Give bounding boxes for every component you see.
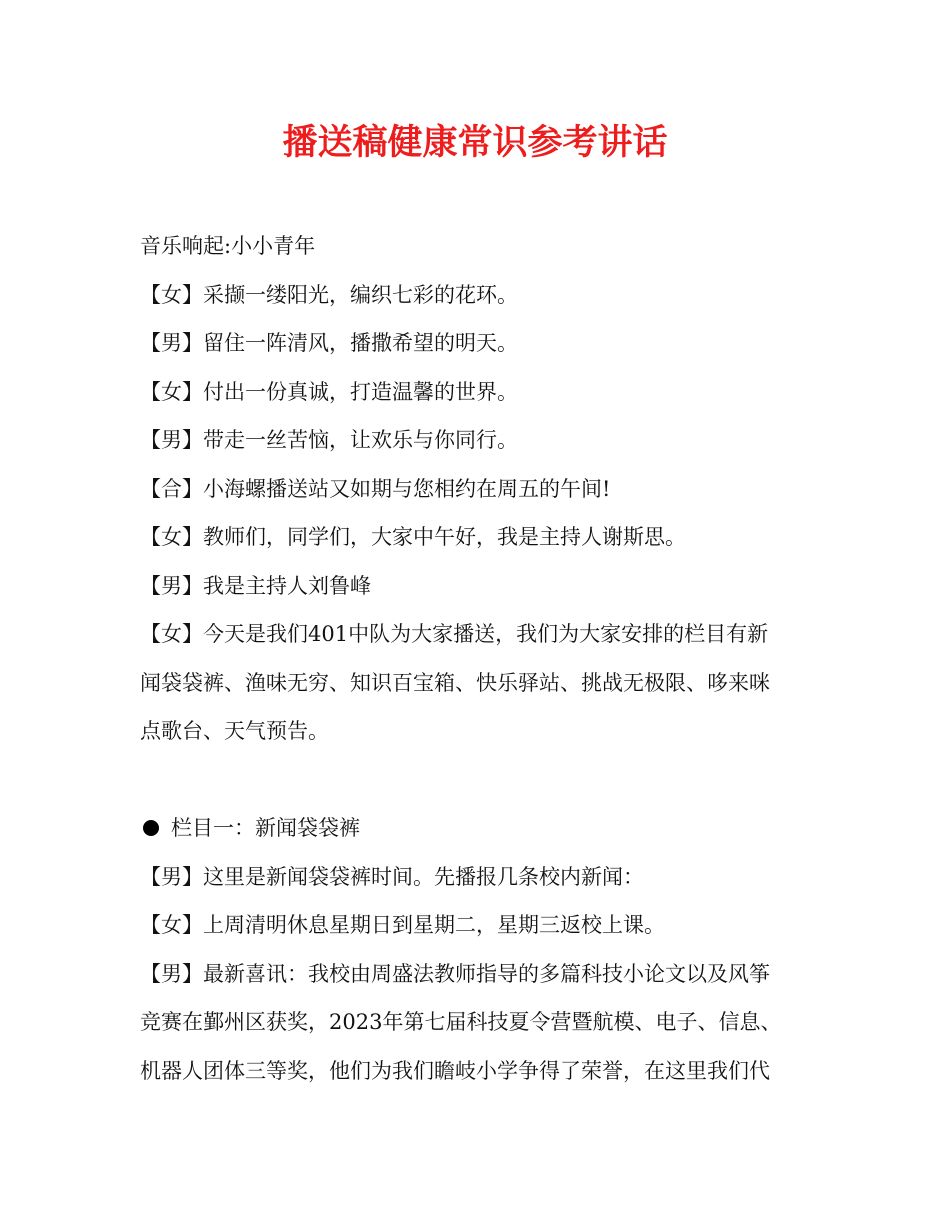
paragraph-line: 【女】上周清明休息星期日到星期二，星期三返校上课。	[140, 913, 665, 937]
paragraph-line: 竞赛在鄞州区获奖，2023年第七届科技夏令营暨航模、电子、信息、	[140, 1010, 782, 1034]
paragraph-line: 【女】采撷一缕阳光，编织七彩的花环。	[140, 282, 518, 307]
paragraph-line: 点歌台、天气预告。	[140, 719, 329, 743]
paragraph-line: 闻袋袋裤、渔味无穷、知识百宝箱、快乐驿站、挑战无极限、哆来咪	[140, 670, 770, 695]
blank-line	[140, 756, 805, 805]
paragraph-line: 【合】小海螺播送站又如期与您相约在周五的午间!	[140, 476, 611, 501]
section-heading	[140, 804, 805, 853]
paragraph-line: 【女】教师们，同学们，大家中午好，我是主持人谢斯思。	[140, 525, 686, 549]
paragraph-line: 【女】付出一份真诚，打造温馨的世界。	[140, 379, 518, 404]
document-body	[140, 222, 805, 1095]
paragraph-line: 【男】我是主持人刘鲁峰	[140, 573, 371, 598]
paragraph-line: 机器人团体三等奖，他们为我们瞻岐小学争得了荣誉，在这里我们代	[140, 1058, 770, 1083]
paragraph-line: 【男】带走一丝苦恼，让欢乐与你同行。	[140, 428, 518, 452]
paragraph-line: 【男】这里是新闻袋袋裤时间。先播报几条校内新闻：	[140, 864, 644, 889]
paragraph-line: 【女】今天是我们401中队为大家播送，我们为大家安排的栏目有新	[140, 622, 769, 646]
paragraph-line: 【男】留住一阵清风，播撒希望的明天。	[140, 331, 518, 355]
paragraph-line: 音乐响起:小小青年	[140, 234, 316, 258]
bullet-icon	[143, 820, 159, 836]
section-heading-text: 栏目一：新闻袋袋裤	[171, 816, 360, 840]
paragraph-line: 【男】最新喜讯：我校由周盛法教师指导的多篇科技小论文以及风筝	[140, 961, 770, 986]
document-title: 播送稿健康常识参考讲话	[282, 123, 668, 163]
